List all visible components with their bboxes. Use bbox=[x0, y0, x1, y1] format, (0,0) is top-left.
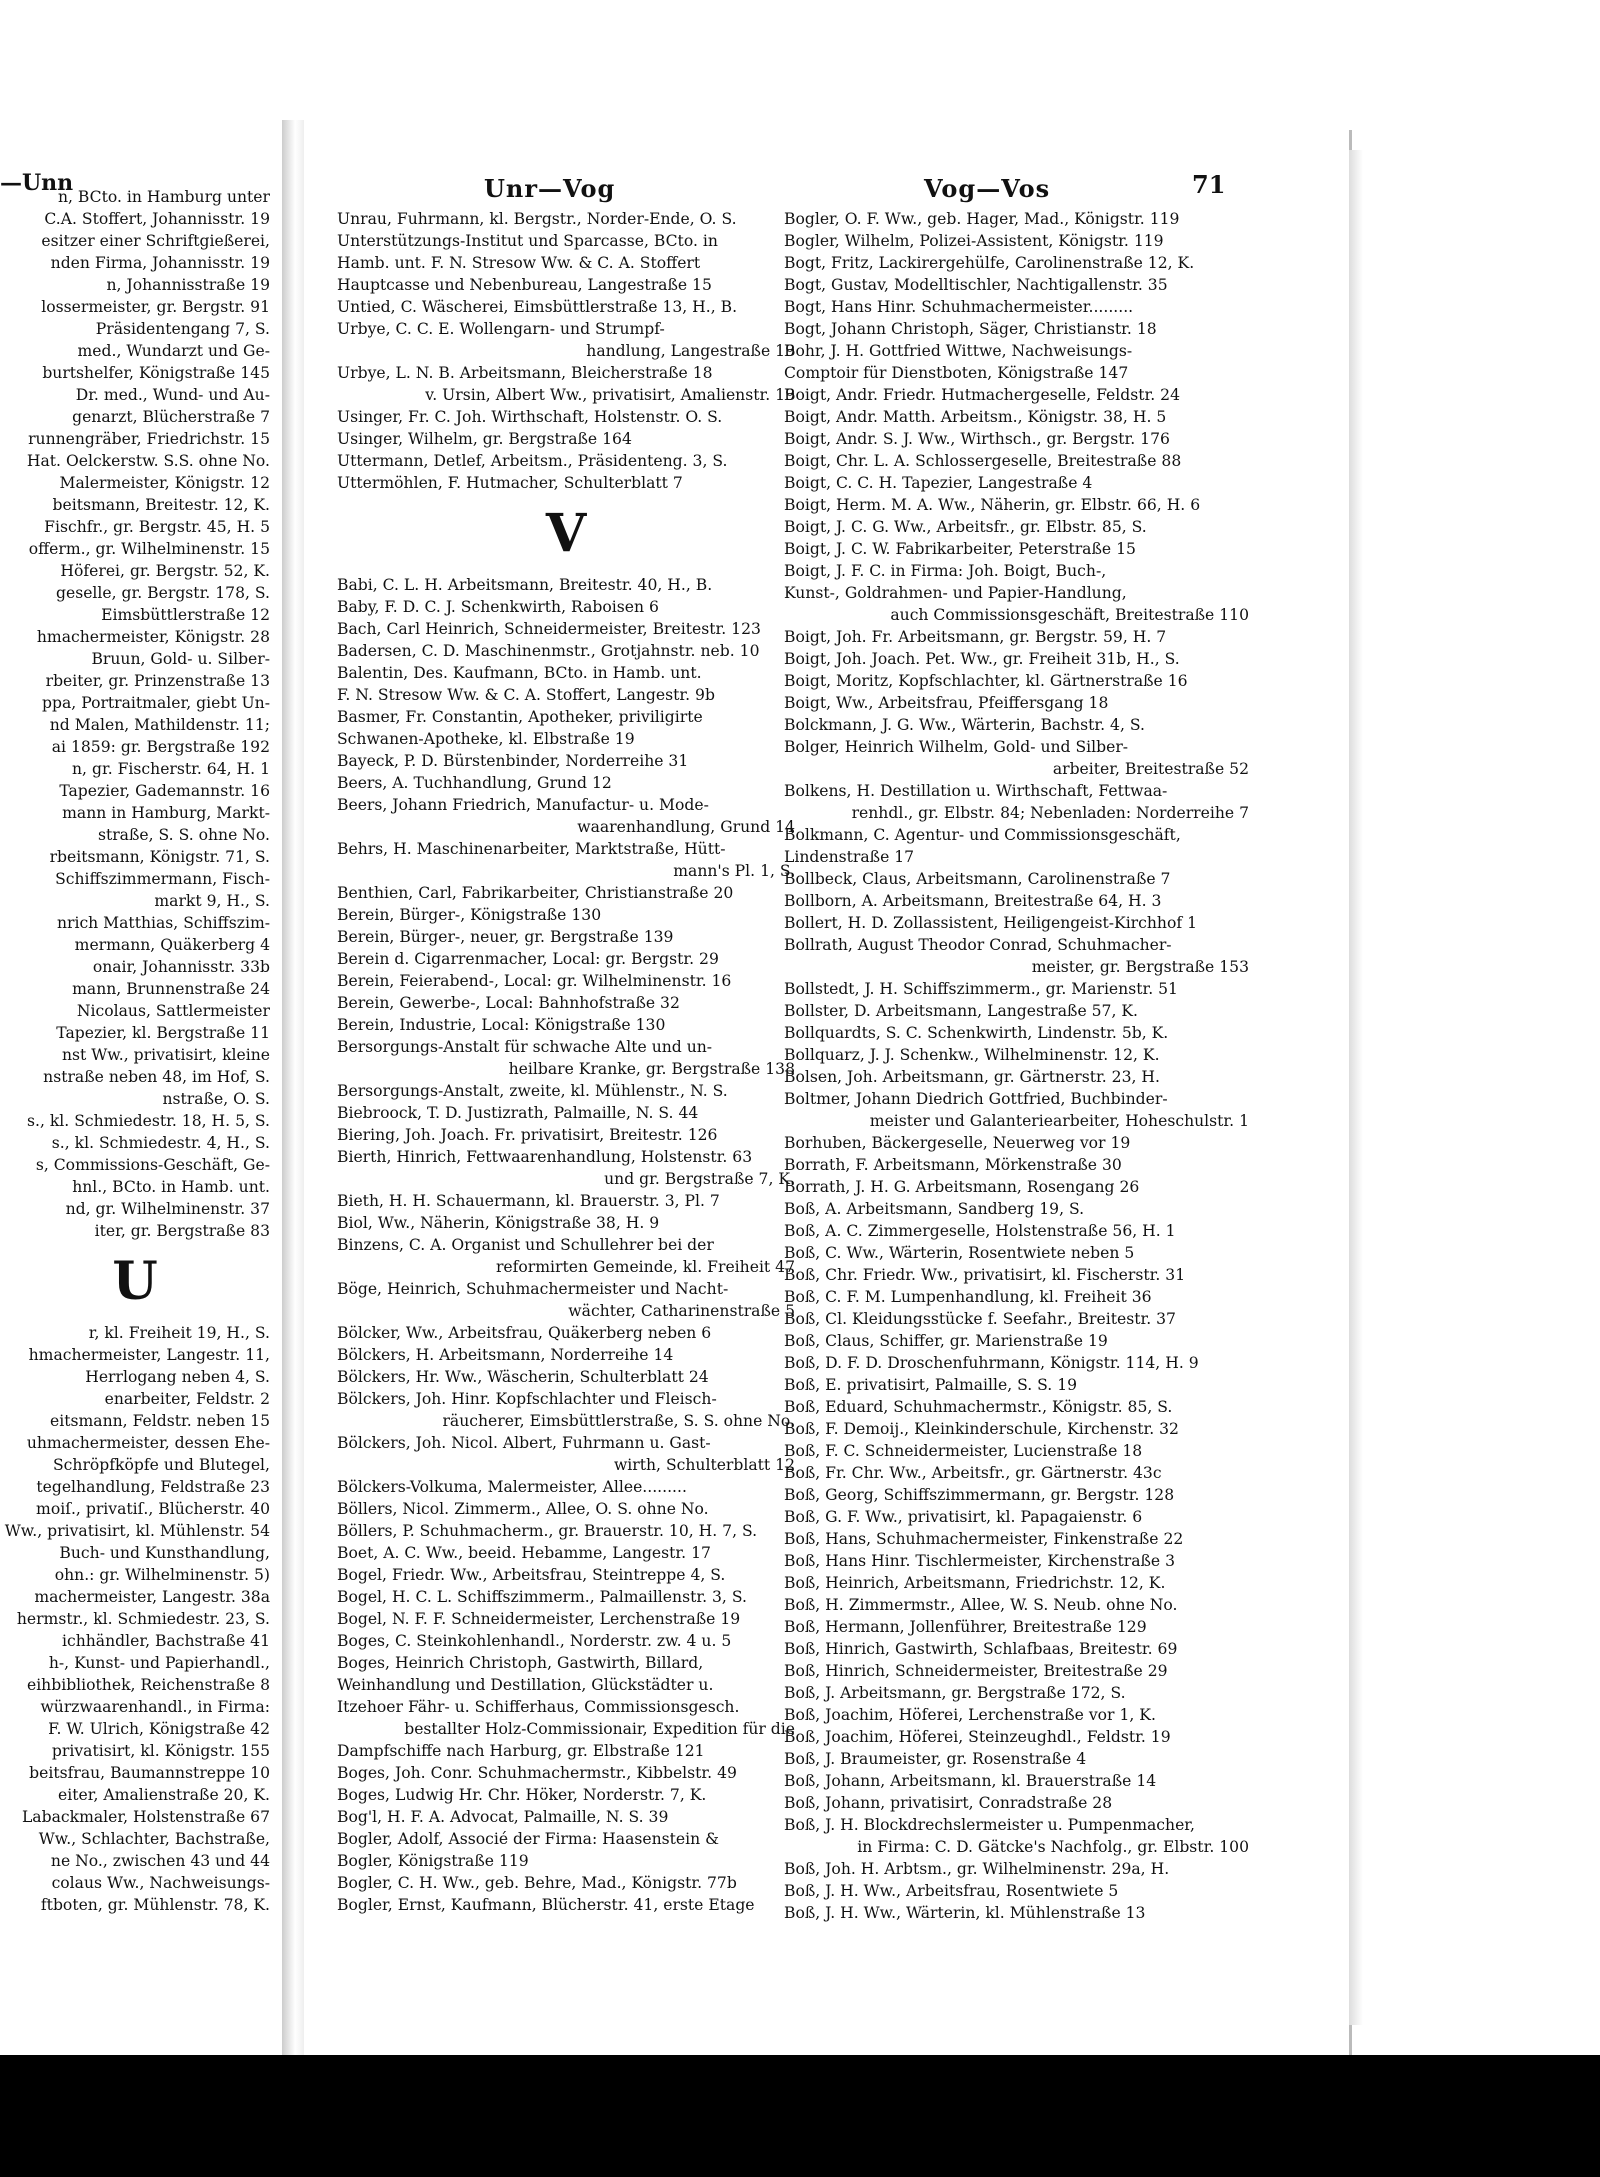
directory-entry: Bolkmann, C. Agentur- und Commissionsgeschäft, bbox=[784, 826, 1181, 844]
directory-entry: Ww., privatisirt, kl. Mühlenstr. 54 bbox=[4, 1522, 270, 1540]
directory-entry: Bayeck, P. D. Bürstenbinder, Norderreihe 31 bbox=[337, 752, 689, 770]
directory-entry: Bruun, Gold- u. Silber- bbox=[91, 650, 270, 668]
left-page-fragment bbox=[0, 130, 284, 2055]
directory-entry: uhmachermeister, dessen Ehe- bbox=[26, 1434, 270, 1452]
directory-entry: Boß, Chr. Friedr. Ww., privatisirt, kl. Fischerstr. 31 bbox=[784, 1266, 1186, 1284]
directory-entry: Hat. Oelckerstw. S.S. ohne No. bbox=[26, 452, 270, 470]
directory-entry: Boß, J. H. Blockdrechslermeister u. Pumpenmacher, bbox=[784, 1816, 1196, 1834]
directory-entry: Bersorgungs-Anstalt, zweite, kl. Mühlenstr., N. S. bbox=[337, 1082, 728, 1100]
directory-entry: mann, Brunnenstraße 24 bbox=[72, 980, 270, 998]
directory-entry: Urbye, L. N. B. Arbeitsmann, Bleicherstraße 18 bbox=[337, 364, 713, 382]
directory-entry: Babi, C. L. H. Arbeitsmann, Breitestr. 40, H., B. bbox=[337, 576, 713, 594]
directory-entry: Höferei, gr. Bergstr. 52, K. bbox=[60, 562, 270, 580]
book-gutter bbox=[282, 120, 304, 2055]
directory-entry: Berein d. Cigarrenmacher, Local: gr. Bergstr. 29 bbox=[337, 950, 719, 968]
directory-entry: Bersorgungs-Anstalt für schwache Alte und un- bbox=[337, 1038, 713, 1056]
directory-entry: Boß, J. H. Ww., Wärterin, kl. Mühlenstraße 13 bbox=[784, 1904, 1146, 1922]
directory-entry: Weinhandlung und Destillation, Glückstädter u. bbox=[337, 1676, 714, 1694]
directory-entry: Boß, E. privatisirt, Palmaille, S. S. 19 bbox=[784, 1376, 1078, 1394]
directory-entry: räucherer, Eimsbüttlerstraße, S. S. ohne No. bbox=[442, 1412, 795, 1430]
directory-entry: Uttermann, Detlef, Arbeitsm., Präsidenteng. 3, S. bbox=[337, 452, 728, 470]
directory-entry: Boß, G. F. Ww., privatisirt, kl. Papagaienstr. 6 bbox=[784, 1508, 1143, 1526]
directory-entry: Bölckers, Hr. Ww., Wäscherin, Schulterblatt 24 bbox=[337, 1368, 709, 1386]
directory-entry: Herrlogang neben 4, S. bbox=[85, 1368, 270, 1386]
directory-entry: Boß, Hinrich, Gastwirth, Schlafbaas, Breitestr. 69 bbox=[784, 1640, 1178, 1658]
directory-entry: Bogler, Wilhelm, Polizei-Assistent, Königstr. 119 bbox=[784, 232, 1164, 250]
directory-entry: Comptoir für Dienstboten, Königstraße 147 bbox=[784, 364, 1129, 382]
directory-entry: Boß, Heinrich, Arbeitsmann, Friedrichstr. 12, K. bbox=[784, 1574, 1166, 1592]
directory-entry: rbeiter, gr. Prinzenstraße 13 bbox=[45, 672, 270, 690]
directory-entry: Boß, J. H. Ww., Arbeitsfrau, Rosentwiete 5 bbox=[784, 1882, 1119, 1900]
directory-entry: nrich Matthias, Schiffszim- bbox=[56, 914, 270, 932]
directory-entry: Böllers, Nicol. Zimmerm., Allee, O. S. ohne No. bbox=[337, 1500, 709, 1518]
directory-entry: Bollquarz, J. J. Schenkw., Wilhelminenstr. 12, K. bbox=[784, 1046, 1160, 1064]
directory-entry: Boß, Joachim, Höferei, Lerchenstraße vor 1, K. bbox=[784, 1706, 1156, 1724]
directory-entry: Boigt, Andr. Matth. Arbeitsm., Königstr. 38, H. 5 bbox=[784, 408, 1167, 426]
directory-entry: Behrs, H. Maschinenarbeiter, Marktstraße, Hütt- bbox=[337, 840, 726, 858]
directory-entry: n, gr. Fischerstr. 64, H. 1 bbox=[72, 760, 270, 778]
directory-entry: r, kl. Freiheit 19, H., S. bbox=[88, 1324, 270, 1342]
section-letter: V bbox=[545, 503, 587, 564]
directory-entry: Boges, C. Steinkohlenhandl., Norderstr. zw. 4 u. 5 bbox=[337, 1632, 732, 1650]
directory-entry: Untied, C. Wäscherei, Eimsbüttlerstraße 13, H., B. bbox=[337, 298, 738, 316]
directory-entry: Berein, Gewerbe-, Local: Bahnhofstraße 32 bbox=[337, 994, 680, 1012]
directory-entry: Beers, A. Tuchhandlung, Grund 12 bbox=[337, 774, 612, 792]
directory-entry: Dampfschiffe nach Harburg, gr. Elbstraße 121 bbox=[337, 1742, 705, 1760]
directory-entry: Hauptcasse und Nebenbureau, Langestraße 15 bbox=[337, 276, 712, 294]
directory-entry: F. N. Stresow Ww. & C. A. Stoffert, Langestr. 9b bbox=[337, 686, 715, 704]
directory-entry: gesellе, gr. Bergstr. 178, S. bbox=[55, 584, 270, 602]
directory-entry: machermeister, Langestr. 38a bbox=[34, 1588, 270, 1606]
directory-entry: med., Wundarzt und Ge- bbox=[77, 342, 270, 360]
directory-entry: Boß, Georg, Schiffszimmermann, gr. Bergstr. 128 bbox=[784, 1486, 1175, 1504]
directory-entry: Boigt, J. F. C. in Firma: Joh. Boigt, Buch-, bbox=[784, 562, 1107, 580]
directory-entry: Boigt, Chr. L. A. Schlossergeselle, Breitestraße 88 bbox=[784, 452, 1182, 470]
directory-entry: Bogel, Friedr. Ww., Arbeitsfrau, Steintreppe 4, S. bbox=[337, 1566, 726, 1584]
directory-entry: heilbare Kranke, gr. Bergstraße 138 bbox=[508, 1060, 795, 1078]
page-edge bbox=[1349, 150, 1363, 2025]
directory-entry: Bogt, Gustav, Modelltischler, Nachtigallenstr. 35 bbox=[784, 276, 1168, 294]
directory-entry: Schiffszimmermann, Fisch- bbox=[55, 870, 270, 888]
directory-entry: Fischfr., gr. Bergstr. 45, H. 5 bbox=[44, 518, 270, 536]
directory-entry: moiſ., privatiſ., Blücherstr. 40 bbox=[36, 1500, 270, 1518]
directory-entry: Bog'l, H. F. A. Advocat, Palmaille, N. S. 39 bbox=[337, 1808, 669, 1826]
directory-entry: meister und Galanteriearbeiter, Hoheschulstr. 1 bbox=[869, 1112, 1249, 1130]
directory-entry: eihbibliothek, Reichenstraße 8 bbox=[26, 1676, 270, 1694]
directory-entry: Boß, Fr. Chr. Ww., Arbeitsfr., gr. Gärtnerstr. 43c bbox=[784, 1464, 1162, 1482]
directory-entry: ne No., zwischen 43 und 44 bbox=[50, 1852, 270, 1870]
directory-entry: hmachermeister, Königstr. 28 bbox=[36, 628, 270, 646]
directory-entry: Boigt, Andr. Friedr. Hutmachergeselle, Feldstr. 24 bbox=[784, 386, 1181, 404]
directory-entry: Boß, A. C. Zimmergeselle, Holstenstraße 56, H. 1 bbox=[784, 1222, 1176, 1240]
directory-entry: bestallter Holz-Commissionair, Expedition für die bbox=[404, 1720, 795, 1738]
directory-entry: Bogt, Johann Christoph, Säger, Christianstr. 18 bbox=[784, 320, 1157, 338]
directory-entry: ppa, Portraitmaler, giebt Un- bbox=[42, 694, 270, 712]
directory-entry: Berein, Industrie, Local: Königstraße 130 bbox=[337, 1016, 666, 1034]
directory-entry: Berein, Bürger-, neuer, gr. Bergstraße 139 bbox=[337, 928, 674, 946]
directory-entry: wächter, Catharinenstraße 5 bbox=[568, 1302, 795, 1320]
directory-entry: Bach, Carl Heinrich, Schneidermeister, Breitestr. 123 bbox=[337, 620, 761, 638]
directory-entry: Bollert, H. D. Zollassistent, Heiligengeist-Kirchhof 1 bbox=[784, 914, 1197, 932]
directory-entry: runnengräber, Friedrichstr. 15 bbox=[28, 430, 270, 448]
directory-entry: Eimsbüttlerstraße 12 bbox=[101, 606, 270, 624]
directory-entry: Boß, Hans, Schuhmachermeister, Finkenstraße 22 bbox=[784, 1530, 1184, 1548]
directory-entry: offerm., gr. Wilhelminenstr. 15 bbox=[28, 540, 270, 558]
directory-entry: Boges, Ludwig Hr. Chr. Höker, Norderstr. 7, K. bbox=[337, 1786, 707, 1804]
directory-entry: Schröpfköpfe und Blutegel, bbox=[53, 1456, 270, 1474]
directory-entry: Bogt, Hans Hinr. Schuhmachermeister......... bbox=[784, 298, 1134, 316]
directory-entry: Bölckers-Volkuma, Malermeister, Allee......... bbox=[337, 1478, 687, 1496]
directory-entry: Boß, F. C. Schneidermeister, Lucienstraße 18 bbox=[784, 1442, 1143, 1460]
directory-entry: Bogler, Ernst, Kaufmann, Blücherstr. 41, erste Etage bbox=[337, 1896, 755, 1914]
directory-entry: Schwanen-Apotheke, kl. Elbstraße 19 bbox=[337, 730, 635, 748]
directory-entry: würzwaarenhandl., in Firma: bbox=[40, 1698, 270, 1716]
directory-entry: eitsmann, Feldstr. neben 15 bbox=[50, 1412, 270, 1430]
directory-entry: esitzer einer Schriftgießerei, bbox=[41, 232, 270, 250]
directory-entry: auch Commissionsgeschäft, Breitestraße 110 bbox=[890, 606, 1249, 624]
directory-entry: nden Firma, Johannisstr. 19 bbox=[50, 254, 270, 272]
directory-entry: Boltmer, Johann Diedrich Gottfried, Buchbinder- bbox=[784, 1090, 1168, 1108]
right-page bbox=[304, 130, 1352, 2055]
directory-entry: Boß, Johann, Arbeitsmann, kl. Brauerstraße 14 bbox=[784, 1772, 1157, 1790]
directory-entry: Boß, Hinrich, Schneidermeister, Breitestraße 29 bbox=[784, 1662, 1168, 1680]
directory-entry: nstraße neben 48, im Hof, S. bbox=[43, 1068, 270, 1086]
directory-entry: Itzehoer Fähr- u. Schifferhaus, Commissionsgesch. bbox=[337, 1698, 740, 1716]
directory-entry: n, Johannisstraße 19 bbox=[106, 276, 270, 294]
directory-entry: Präsidentengang 7, S. bbox=[95, 320, 270, 338]
running-header-right: Vog—Vos bbox=[924, 174, 1051, 203]
directory-entry: Unterstützungs-Institut und Sparcasse, BCto. in bbox=[337, 232, 718, 250]
directory-entry: Boß, C. F. M. Lumpenhandlung, kl. Freiheit 36 bbox=[784, 1288, 1152, 1306]
directory-entry: colaus Ww., Nachweisungs- bbox=[51, 1874, 270, 1892]
directory-entry: Biebroock, T. D. Justizrath, Palmaille, N. S. 44 bbox=[337, 1104, 699, 1122]
directory-entry: Boigt, J. C. W. Fabrikarbeiter, Peterstraße 15 bbox=[784, 540, 1136, 558]
directory-entry: Balentin, Des. Kaufmann, BCto. in Hamb. unt. bbox=[337, 664, 702, 682]
directory-entry: Boß, F. Demoij., Kleinkinderschule, Kirchenstr. 32 bbox=[784, 1420, 1179, 1438]
directory-entry: nst Ww., privatisirt, kleine bbox=[62, 1046, 270, 1064]
directory-entry: nd, gr. Wilhelminenstr. 37 bbox=[65, 1200, 270, 1218]
directory-entry: tegelhandlung, Feldstraße 23 bbox=[36, 1478, 270, 1496]
directory-entry: privatisirt, kl. Königstr. 155 bbox=[51, 1742, 270, 1760]
directory-entry: arbeiter, Breitestraße 52 bbox=[1052, 760, 1249, 778]
directory-entry: Boigt, Moritz, Kopfschlachter, kl. Gärtnerstraße 16 bbox=[784, 672, 1188, 690]
directory-entry: Boß, Joh. H. Arbtsm., gr. Wilhelminenstr. 29a, H. bbox=[784, 1860, 1170, 1878]
directory-entry: F. W. Ulrich, Königstraße 42 bbox=[48, 1720, 270, 1738]
directory-entry: ichhändler, Bachstraße 41 bbox=[62, 1632, 270, 1650]
directory-entry: in Firma: C. D. Gätcke's Nachfolg., gr. Elbstr. 100 bbox=[857, 1838, 1249, 1856]
directory-entry: enarbeiter, Feldstr. 2 bbox=[104, 1390, 270, 1408]
directory-entry: Biering, Joh. Joach. Fr. privatisirt, Breitestr. 126 bbox=[337, 1126, 718, 1144]
directory-entry: Boß, C. Ww., Wärterin, Rosentwiete neben 5 bbox=[784, 1244, 1135, 1262]
directory-entry: Böge, Heinrich, Schuhmachermeister und Nacht- bbox=[337, 1280, 729, 1298]
directory-entry: markt 9, H., S. bbox=[154, 892, 270, 910]
directory-entry: rbeitsmann, Königstr. 71, S. bbox=[49, 848, 270, 866]
directory-entry: s., kl. Schmiedestr. 18, H. 5, S. bbox=[26, 1112, 270, 1130]
directory-entry: n, BCto. in Hamburg unter bbox=[57, 188, 270, 206]
directory-entry: h-, Kunst- und Papierhandl., bbox=[48, 1654, 270, 1672]
directory-column-right bbox=[784, 208, 1249, 1924]
directory-entry: Boß, H. Zimmermstr., Allee, W. S. Neub. ohne No. bbox=[784, 1596, 1178, 1614]
directory-entry: Boges, Heinrich Christoph, Gastwirth, Billard, bbox=[337, 1654, 704, 1672]
directory-entry: nd Malen, Mathildenstr. 11; bbox=[49, 716, 270, 734]
directory-entry: C.A. Stoffert, Johannisstr. 19 bbox=[44, 210, 270, 228]
directory-entry: Bogel, N. F. F. Schneidermeister, Lerchenstraße 19 bbox=[337, 1610, 741, 1628]
directory-entry: hmachermeister, Langestr. 11, bbox=[28, 1346, 270, 1364]
directory-entry: Bogler, C. H. Ww., geb. Behre, Mad., Königstr. 77b bbox=[337, 1874, 737, 1892]
directory-entry: Nicolaus, Sattlermeister bbox=[76, 1002, 270, 1020]
directory-entry: Boß, Claus, Schiffer, gr. Marienstraße 19 bbox=[784, 1332, 1108, 1350]
directory-entry: Boß, A. Arbeitsmann, Sandberg 19, S. bbox=[784, 1200, 1085, 1218]
directory-entry: Bölckers, Joh. Hinr. Kopfschlachter und Fleisch- bbox=[337, 1390, 717, 1408]
directory-entry: Basmer, Fr. Constantin, Apotheker, priviligirte bbox=[337, 708, 703, 726]
directory-entry: Borrath, J. H. G. Arbeitsmann, Rosengang 26 bbox=[784, 1178, 1140, 1196]
directory-entry: Bierth, Hinrich, Fettwaarenhandlung, Holstenstr. 63 bbox=[337, 1148, 753, 1166]
directory-entry: Boß, Eduard, Schuhmachermstr., Königstr. 85, S. bbox=[784, 1398, 1173, 1416]
directory-entry: Beers, Johann Friedrich, Manufactur- u. Mode- bbox=[337, 796, 709, 814]
directory-entry: Buch- und Kunsthandlung, bbox=[59, 1544, 270, 1562]
directory-entry: Tapezier, Gademannstr. 16 bbox=[59, 782, 270, 800]
directory-entry: Badersen, C. D. Maschinenmstr., Grotjahnstr. neb. 10 bbox=[337, 642, 760, 660]
directory-entry: straße, S. S. ohne No. bbox=[97, 826, 270, 844]
directory-entry: Ww., Schlachter, Bachstraße, bbox=[38, 1830, 270, 1848]
directory-entry: meister, gr. Bergstraße 153 bbox=[1031, 958, 1249, 976]
directory-entry: Bogt, Fritz, Lackirergehülfe, Carolinenstraße 12, K. bbox=[784, 254, 1195, 272]
directory-entry: wirth, Schulterblatt 12 bbox=[613, 1456, 795, 1474]
running-header-center: Unr—Vog bbox=[484, 174, 616, 203]
directory-entry: Berein, Feierabend-, Local: gr. Wilhelminenstr. 16 bbox=[337, 972, 732, 990]
directory-entry: mermann, Quäkerberg 4 bbox=[74, 936, 270, 954]
directory-entry: ohn.: gr. Wilhelminenstr. 5) bbox=[54, 1566, 270, 1584]
directory-entry: Benthien, Carl, Fabrikarbeiter, Christianstraße 20 bbox=[337, 884, 734, 902]
directory-entry: Boß, J. Arbeitsmann, gr. Bergstraße 172, S. bbox=[784, 1684, 1126, 1702]
directory-entry: waarenhandlung, Grund 14 bbox=[577, 818, 795, 836]
directory-entry: Bölckers, H. Arbeitsmann, Norderreihe 14 bbox=[337, 1346, 674, 1364]
directory-entry: Bölcker, Ww., Arbeitsfrau, Quäkerberg neben 6 bbox=[337, 1324, 712, 1342]
directory-entry: Borrath, F. Arbeitsmann, Mörkenstraße 30 bbox=[784, 1156, 1122, 1174]
directory-entry: Boigt, Herm. M. A. Ww., Näherin, gr. Elbstr. 66, H. 6 bbox=[784, 496, 1201, 514]
directory-entry: Biol, Ww., Näherin, Königstraße 38, H. 9 bbox=[337, 1214, 660, 1232]
directory-entry: Bogler, Königstraße 119 bbox=[337, 1852, 529, 1870]
directory-entry: Boß, Joachim, Höferei, Steinzeughdl., Feldstr. 19 bbox=[784, 1728, 1171, 1746]
directory-entry: burtshelfer, Königstraße 145 bbox=[42, 364, 270, 382]
directory-entry: Bollstedt, J. H. Schiffszimmerm., gr. Marienstr. 51 bbox=[784, 980, 1178, 998]
directory-entry: Bieth, H. H. Schauermann, kl. Brauerstr. 3, Pl. 7 bbox=[337, 1192, 720, 1210]
directory-entry: s., kl. Schmiedestr. 4, H., S. bbox=[51, 1134, 270, 1152]
directory-entry: nstraße, O. S. bbox=[162, 1090, 270, 1108]
directory-entry: Bollbeck, Claus, Arbeitsmann, Carolinenstraße 7 bbox=[784, 870, 1171, 888]
directory-entry: Malermeister, Königstr. 12 bbox=[59, 474, 270, 492]
directory-column-left bbox=[337, 208, 795, 1916]
directory-entry: renhdl., gr. Elbstr. 84; Nebenladen: Norderreihe 7 bbox=[851, 804, 1249, 822]
directory-entry: eiter, Amalienstraße 20, K. bbox=[58, 1786, 270, 1804]
directory-entry: Bollquardts, S. C. Schenkwirth, Lindenstr. 5b, K. bbox=[784, 1024, 1169, 1042]
directory-entry: Boß, Cl. Kleidungsstücke f. Seefahr., Breitestr. 37 bbox=[784, 1310, 1176, 1328]
directory-entry: handlung, Langestraße 19 bbox=[586, 342, 795, 360]
directory-entry: Boß, Hermann, Jollenführer, Breitestraße 129 bbox=[784, 1618, 1147, 1636]
directory-entry: Binzens, C. A. Organist und Schullehrer bei der bbox=[337, 1236, 714, 1254]
directory-entry: reformirten Gemeinde, kl. Freiheit 47 bbox=[495, 1258, 795, 1276]
directory-entry: Bolsen, Joh. Arbeitsmann, gr. Gärtnerstr. 23, H. bbox=[784, 1068, 1160, 1086]
directory-entry: Usinger, Fr. C. Joh. Wirthschaft, Holstenstr. O. S. bbox=[337, 408, 723, 426]
directory-entry: Bolkens, H. Destillation u. Wirthschaft, Fettwaa- bbox=[784, 782, 1168, 800]
directory-entry: iter, gr. Bergstraße 83 bbox=[94, 1222, 270, 1240]
directory-entry: Borhuben, Bäckergeselle, Neuerweg vor 19 bbox=[784, 1134, 1131, 1152]
directory-entry: Bollrath, August Theodor Conrad, Schuhmacher- bbox=[784, 936, 1172, 954]
directory-entry: Unrau, Fuhrmann, kl. Bergstr., Norder-Ende, O. S. bbox=[337, 210, 737, 228]
directory-entry: Bolckmann, J. G. Ww., Wärterin, Bachstr. 4, S. bbox=[784, 716, 1145, 734]
directory-entry: Uttermöhlen, F. Hutmacher, Schulterblatt 7 bbox=[337, 474, 683, 492]
directory-entry: Baby, F. D. C. J. Schenkwirth, Raboisen 6 bbox=[337, 598, 659, 616]
directory-entry: beitsmann, Breitestr. 12, K. bbox=[52, 496, 270, 514]
section-letter: U bbox=[112, 1251, 158, 1312]
directory-entry: Bogler, O. F. Ww., geb. Hager, Mad., Königstr. 119 bbox=[784, 210, 1180, 228]
directory-entry: Boet, A. C. Ww., beeid. Hebamme, Langestr. 17 bbox=[337, 1544, 711, 1562]
scan-background bbox=[0, 2055, 1600, 2177]
directory-entry: Boigt, Ww., Arbeitsfrau, Pfeiffersgang 18 bbox=[784, 694, 1109, 712]
directory-entry: genarzt, Blücherstraße 7 bbox=[72, 408, 270, 426]
directory-entry: Bogler, Adolf, Associé der Firma: Haasenstein & bbox=[337, 1830, 720, 1848]
directory-entry: Boß, Johann, privatisirt, Conradstraße 28 bbox=[784, 1794, 1113, 1812]
directory-entry: Kunst-, Goldrahmen- und Papier-Handlung, bbox=[784, 584, 1127, 602]
directory-entry: Bollborn, A. Arbeitsmann, Breitestraße 64, H. 3 bbox=[784, 892, 1162, 910]
directory-entry: ftboten, gr. Mühlenstr. 78, K. bbox=[40, 1896, 270, 1914]
directory-entry: Boß, D. F. D. Droschenfuhrmann, Königstr. 114, H. 9 bbox=[784, 1354, 1199, 1372]
directory-entry: und gr. Bergstraße 7, K. bbox=[604, 1170, 795, 1188]
directory-entry: v. Ursin, Albert Ww., privatisirt, Amalienstr. 19 bbox=[425, 386, 795, 404]
left-page-header: —Unn bbox=[0, 170, 74, 196]
directory-entry: mann's Pl. 1, S. bbox=[673, 862, 795, 880]
directory-entry: ai 1859: gr. Bergstraße 192 bbox=[51, 738, 270, 756]
directory-entry: Bogel, H. C. L. Schiffszimmerm., Palmaillenstr. 3, S. bbox=[337, 1588, 747, 1606]
left-page-entries bbox=[0, 186, 270, 1916]
directory-entry: Boß, J. Braumeister, gr. Rosenstraße 4 bbox=[784, 1750, 1087, 1768]
directory-entry: Böllers, P. Schuhmacherm., gr. Brauerstr. 10, H. 7, S. bbox=[337, 1522, 758, 1540]
page-number: 71 bbox=[1192, 170, 1226, 199]
directory-entry: Berein, Bürger-, Königstraße 130 bbox=[337, 906, 602, 924]
directory-entry: Labackmaler, Holstenstraße 67 bbox=[21, 1808, 270, 1826]
directory-entry: hnl., BCto. in Hamb. unt. bbox=[72, 1178, 270, 1196]
directory-entry: Hamb. unt. F. N. Stresow Ww. & C. A. Stoffert bbox=[337, 254, 701, 272]
directory-entry: Boigt, C. C. H. Tapezier, Langestraße 4 bbox=[784, 474, 1093, 492]
directory-entry: hermstr., kl. Schmiedestr. 23, S. bbox=[16, 1610, 270, 1628]
directory-entry: Bolger, Heinrich Wilhelm, Gold- und Silber- bbox=[784, 738, 1129, 756]
directory-entry: Bohr, J. H. Gottfried Wittwe, Nachweisungs- bbox=[784, 342, 1133, 360]
directory-entry: mann in Hamburg, Markt- bbox=[62, 804, 270, 822]
directory-entry: Urbye, C. C. E. Wollengarn- und Strumpf- bbox=[337, 320, 665, 338]
directory-entry: Boß, Hans Hinr. Tischlermeister, Kirchenstraße 3 bbox=[784, 1552, 1176, 1570]
directory-entry: Boigt, Joh. Fr. Arbeitsmann, gr. Bergstr. 59, H. 7 bbox=[784, 628, 1167, 646]
directory-entry: Tapezier, kl. Bergstraße 11 bbox=[56, 1024, 270, 1042]
directory-entry: Dr. med., Wund- und Au- bbox=[75, 386, 270, 404]
directory-entry: lossermeister, gr. Bergstr. 91 bbox=[41, 298, 270, 316]
directory-entry: s, Commissions-Geschäft, Ge- bbox=[35, 1156, 270, 1174]
directory-entry: Boigt, Joh. Joach. Pet. Ww., gr. Freiheit 31b, H., S. bbox=[784, 650, 1180, 668]
directory-entry: Boigt, Andr. S. J. Ww., Wirthsch., gr. Bergstr. 176 bbox=[784, 430, 1170, 448]
directory-entry: Boigt, J. C. G. Ww., Arbeitsfr., gr. Elbstr. 85, S. bbox=[784, 518, 1147, 536]
directory-entry: Usinger, Wilhelm, gr. Bergstraße 164 bbox=[337, 430, 632, 448]
directory-entry: beitsfrau, Baumannstreppe 10 bbox=[29, 1764, 270, 1782]
directory-entry: Bollster, D. Arbeitsmann, Langestraße 57, K. bbox=[784, 1002, 1138, 1020]
directory-entry: Bölckers, Joh. Nicol. Albert, Fuhrmann u. Gast- bbox=[337, 1434, 711, 1452]
directory-entry: Boges, Joh. Conr. Schuhmachermstr., Kibbelstr. 49 bbox=[337, 1764, 737, 1782]
directory-entry: onair, Johannisstr. 33b bbox=[92, 958, 270, 976]
directory-entry: Lindenstraße 17 bbox=[784, 848, 915, 866]
